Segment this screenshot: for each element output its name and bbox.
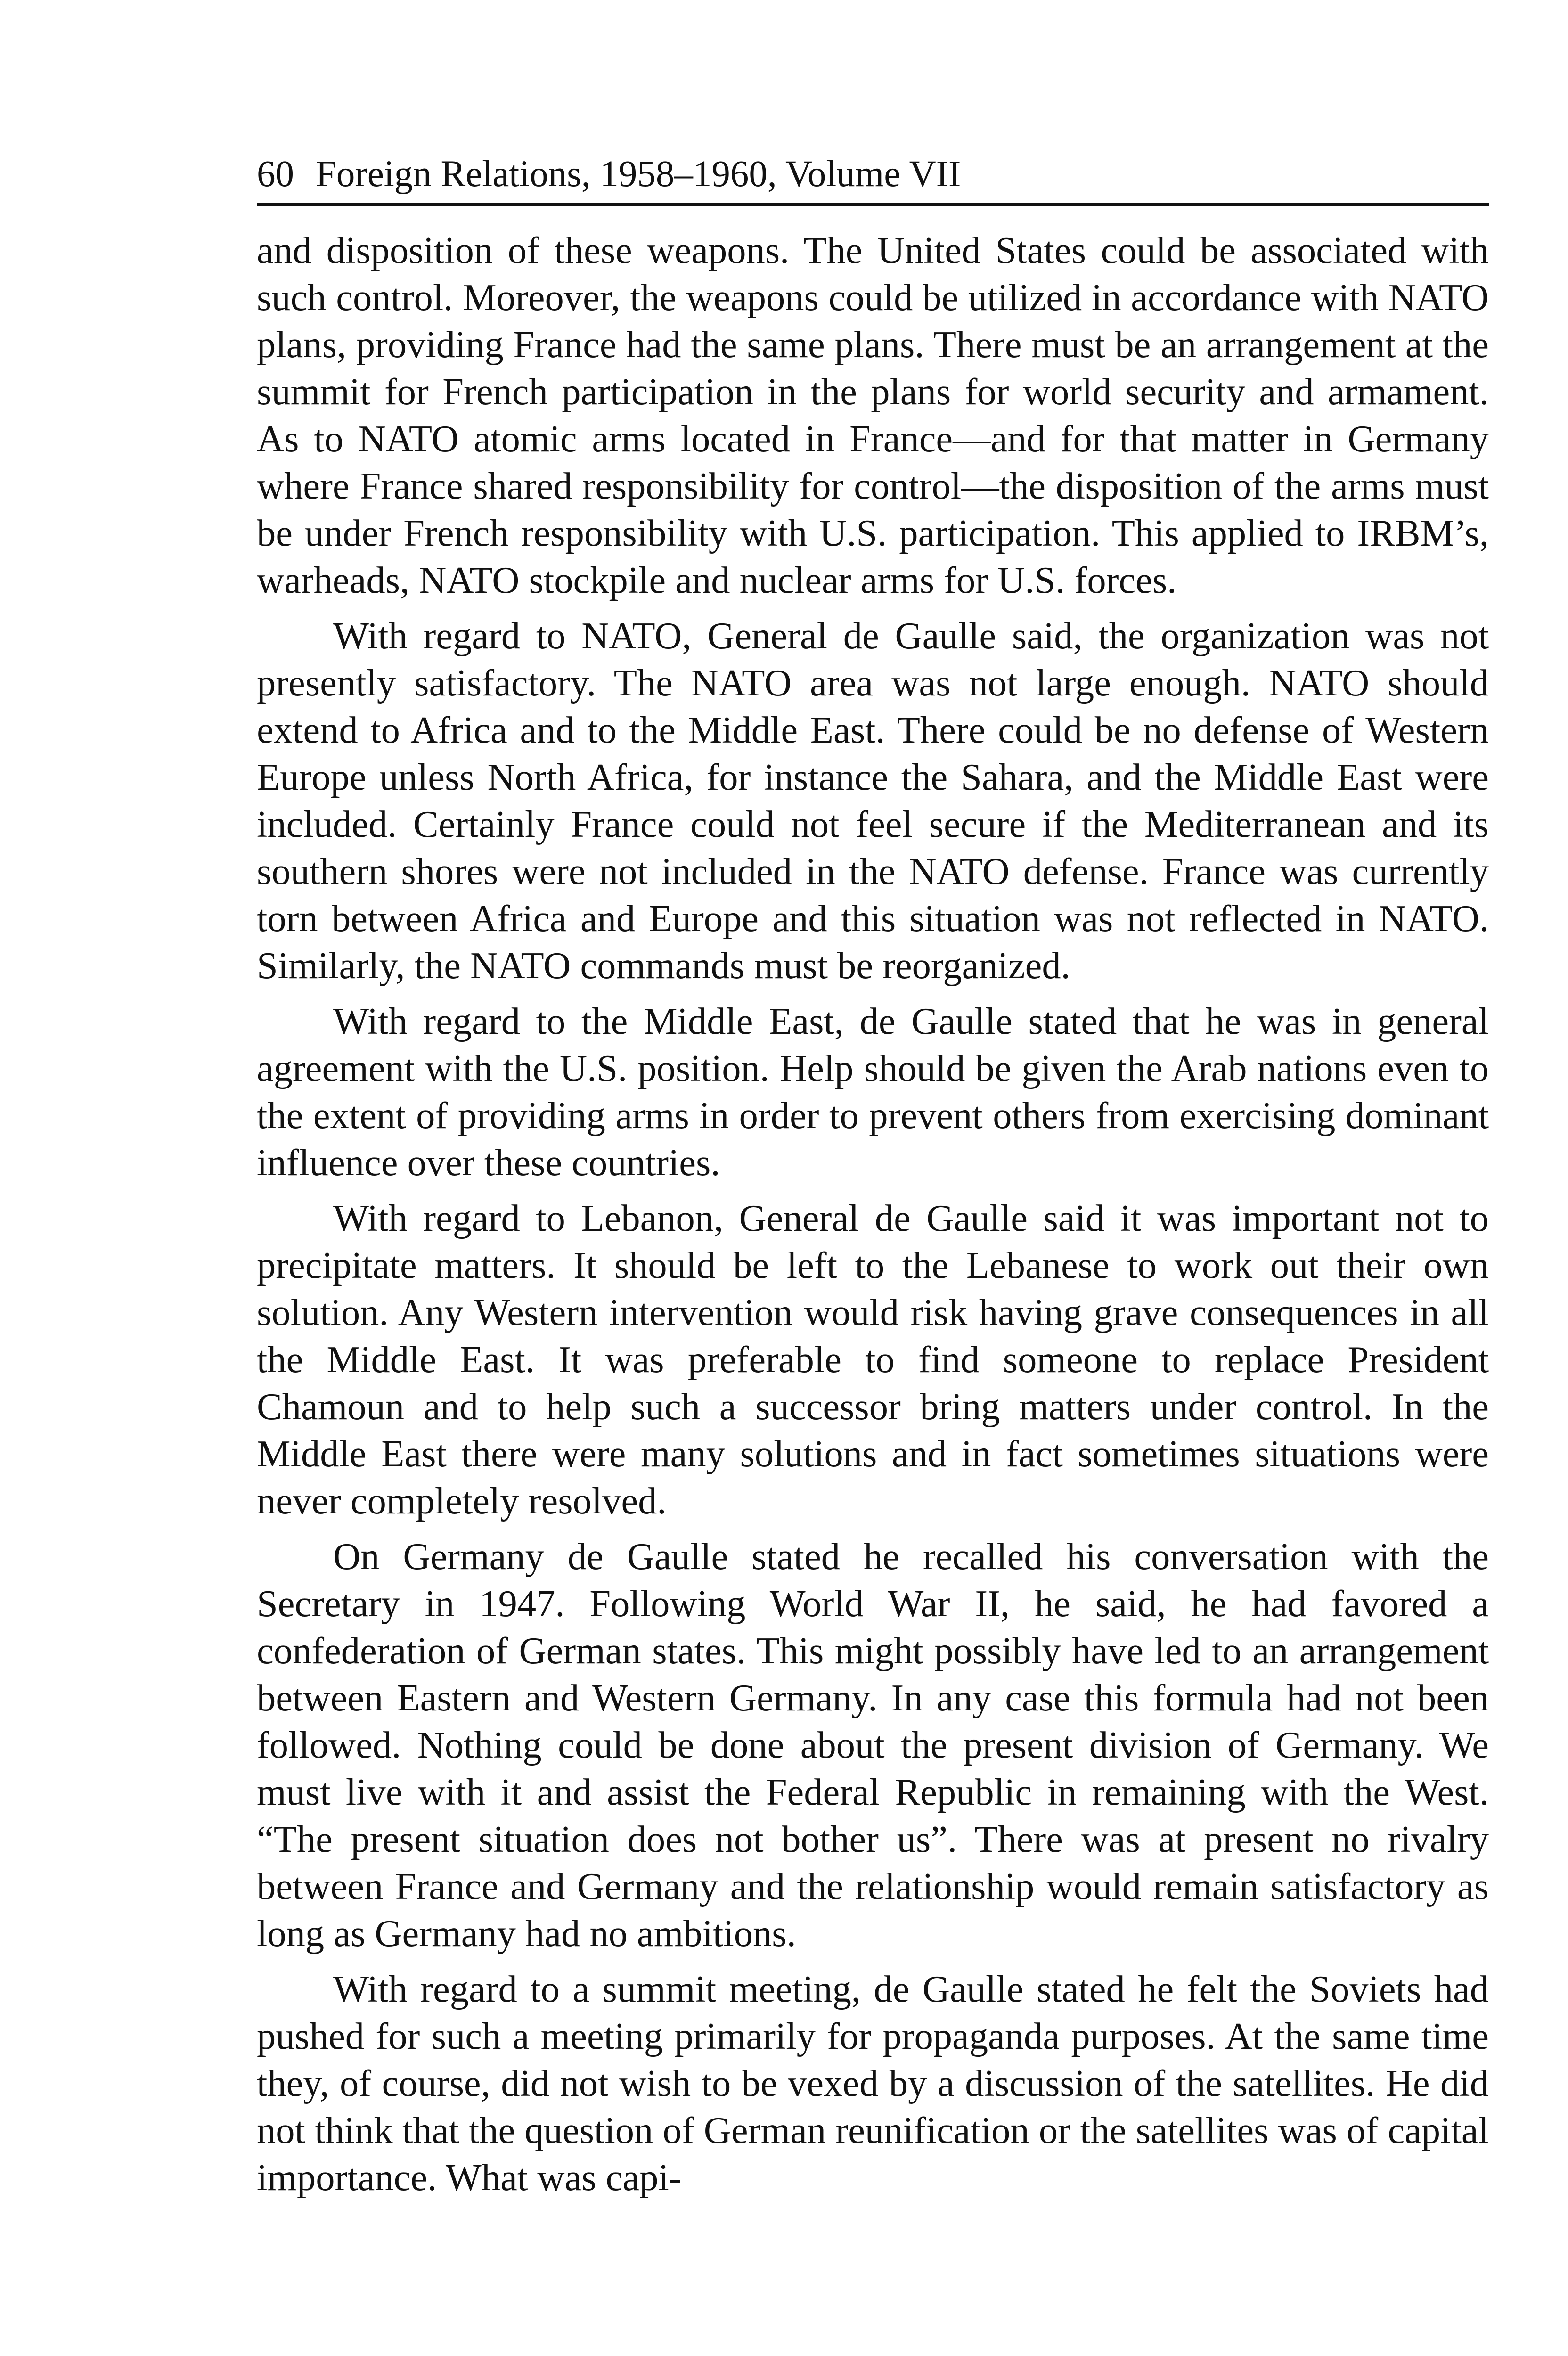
- paragraph-continued: and disposition of these weapons. The United States could be associated with such control. Moreover, the weapons could be utilized in accordance with NATO plans, providing France had the same plans. There must be an arrangement at the summit for French participation in the plans for world security and armament. As to NATO atomic arms located in France—and for that matter in Germany where France shared responsibility for control—the disposition of the arms must be under French responsibility with U.S. participation. This applied to IRBM’s, warheads, NATO stockpile and nuclear arms for U.S. forces.: [257, 229, 1489, 601]
- running-title: Foreign Relations, 1958–1960, Volume VII: [316, 154, 961, 195]
- paragraph-middle-east: With regard to the Middle East, de Gaulle stated that he was in general agreement with the U.S. position. Help should be given the Arab nations even to the extent of providing arms in order to prevent others from exercising dominant influence over these countries.: [257, 1000, 1489, 1184]
- running-header: [257, 155, 1489, 206]
- page-number: 60: [257, 154, 294, 195]
- document-page: [257, 155, 1489, 2201]
- paragraph-lebanon: With regard to Lebanon, General de Gaulle said it was important not to precipitate matters. It should be left to the Lebanese to work out their own solution. Any Western intervention would risk having grave consequences in all the Middle East. It was preferable to find someone to replace President Chamoun and to help such a successor bring matters under control. In the Middle East there were many solutions and in fact sometimes situations were never completely resolved.: [257, 1197, 1489, 1522]
- paragraph-nato: With regard to NATO, General de Gaulle said, the organization was not presently satisfactory. The NATO area was not large enough. NATO should extend to Africa and to the Middle East. There could be no defense of Western Europe unless North Africa, for instance the Sahara, and the Middle East were included. Certainly France could not feel secure if the Mediterranean and its southern shores were not included in the NATO defense. France was currently torn between Africa and Europe and this situation was not reflected in NATO. Similarly, the NATO commands must be reorganized.: [257, 615, 1489, 987]
- body-text: [257, 227, 1489, 2201]
- paragraph-germany: On Germany de Gaulle stated he recalled his conversation with the Secretary in 1947. Following World War II, he said, he had favored a confederation of German states. This might possibly have led to an arrangement between Eastern and Western Germany. In any case this formula had not been followed. Nothing could be done about the present division of Germany. We must live with it and assist the Federal Republic in remaining with the West. “The present situation does not bother us”. There was at present no rivalry between France and Germany and the relationship would remain satisfactory as long as Germany had no ambitions.: [257, 1536, 1489, 1955]
- paragraph-summit: With regard to a summit meeting, de Gaulle stated he felt the Soviets had pushed for such a meeting primarily for propaganda purposes. At the same time they, of course, did not wish to be vexed by a discussion of the satellites. He did not think that the question of German reunification or the satellites was of capital importance. What was capi-: [257, 1968, 1489, 2199]
